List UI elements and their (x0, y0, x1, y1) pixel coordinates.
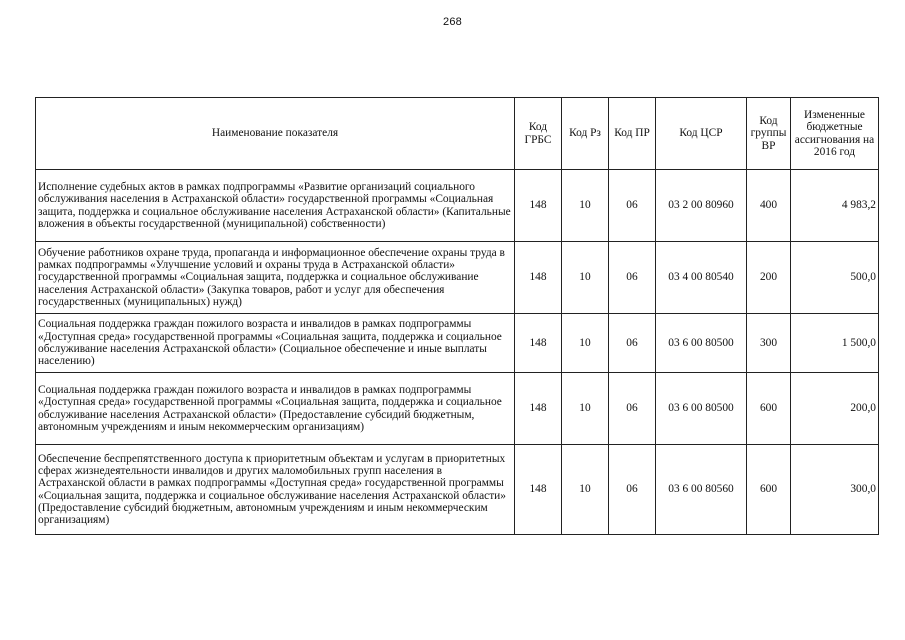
row-pr: 06 (609, 242, 656, 314)
row-amount: 1 500,0 (791, 314, 879, 373)
row-vr: 600 (747, 373, 791, 445)
row-pr: 06 (609, 373, 656, 445)
row-csr: 03 2 00 80960 (656, 170, 747, 242)
row-amount: 500,0 (791, 242, 879, 314)
table-row (36, 373, 879, 445)
row-vr: 400 (747, 170, 791, 242)
row-name: Социальная поддержка граждан пожилого возраста и инвалидов в рамках подпрограммы «Доступная среда» государственной программы «Социальная защита, поддержка и социальное обслуживание населения Астраханской области» (Социальное обеспечение и иные выплаты населению) (36, 314, 515, 373)
row-rz: 10 (562, 373, 609, 445)
table-row (36, 170, 879, 242)
row-name: Социальная поддержка граждан пожилого возраста и инвалидов в рамках подпрограммы «Доступная среда» государственной программы «Социальная защита, поддержка и социальное обслуживание населения Астраханской области» (Предоставление субсидий бюджетным, автономным учреждениям и иным некоммерческим организациям) (36, 373, 515, 445)
table-row (36, 242, 879, 314)
row-csr: 03 4 00 80540 (656, 242, 747, 314)
row-rz: 10 (562, 314, 609, 373)
header-vr: Код группы ВР (747, 98, 791, 170)
row-name: Обучение работников охране труда, пропаганда и информационное обеспечение охраны труда в рамках подпрограммы «Улучшение условий и охраны труда в Астраханской области» государственной программы «Социальная защита, поддержка и социальное обслуживание населения Астраханской области» (Закупка товаров, работ и услуг для обеспечения государственных (муниципальных) нужд) (36, 242, 515, 314)
row-vr: 200 (747, 242, 791, 314)
table-row (36, 314, 879, 373)
row-rz: 10 (562, 170, 609, 242)
page-number: 268 (443, 16, 462, 28)
row-rz: 10 (562, 242, 609, 314)
row-vr: 600 (747, 445, 791, 535)
row-vr: 300 (747, 314, 791, 373)
row-amount: 200,0 (791, 373, 879, 445)
row-amount: 300,0 (791, 445, 879, 535)
row-grbs: 148 (515, 170, 562, 242)
header-rz: Код Рз (562, 98, 609, 170)
table-header-row (36, 98, 879, 170)
header-grbs: Код ГРБС (515, 98, 562, 170)
row-grbs: 148 (515, 373, 562, 445)
table-row (36, 445, 879, 535)
header-csr: Код ЦСР (656, 98, 747, 170)
row-name: Исполнение судебных актов в рамках подпрограммы «Развитие организаций социального обслуживания населения в Астраханской области» государственной программы «Социальная защита, поддержка и социальное обслуживание населения Астраханской области» (Капитальные вложения в объекты государственной (муниципальной) собственности) (36, 170, 515, 242)
row-csr: 03 6 00 80500 (656, 373, 747, 445)
header-amount: Измененные бюджетные ассигнования на 2016 год (791, 98, 879, 170)
row-grbs: 148 (515, 314, 562, 373)
row-csr: 03 6 00 80560 (656, 445, 747, 535)
row-pr: 06 (609, 314, 656, 373)
row-csr: 03 6 00 80500 (656, 314, 747, 373)
row-pr: 06 (609, 170, 656, 242)
row-amount: 4 983,2 (791, 170, 879, 242)
row-pr: 06 (609, 445, 656, 535)
row-grbs: 148 (515, 242, 562, 314)
budget-allocation-table (35, 97, 879, 535)
row-grbs: 148 (515, 445, 562, 535)
row-name: Обеспечение беспрепятственного доступа к приоритетным объектам и услугам в приоритетных сферах жизнедеятельности инвалидов и других маломобильных групп населения в Астраханской области в рамках подпрограммы «Доступная среда» государственной программы «Социальная защита, поддержка и социальное обслуживание населения Астраханской области» (Предоставление субсидий бюджетным, автономным учреждениям и иным некоммерческим организациям) (36, 445, 515, 535)
header-pr: Код ПР (609, 98, 656, 170)
header-name: Наименование показателя (36, 98, 515, 170)
row-rz: 10 (562, 445, 609, 535)
